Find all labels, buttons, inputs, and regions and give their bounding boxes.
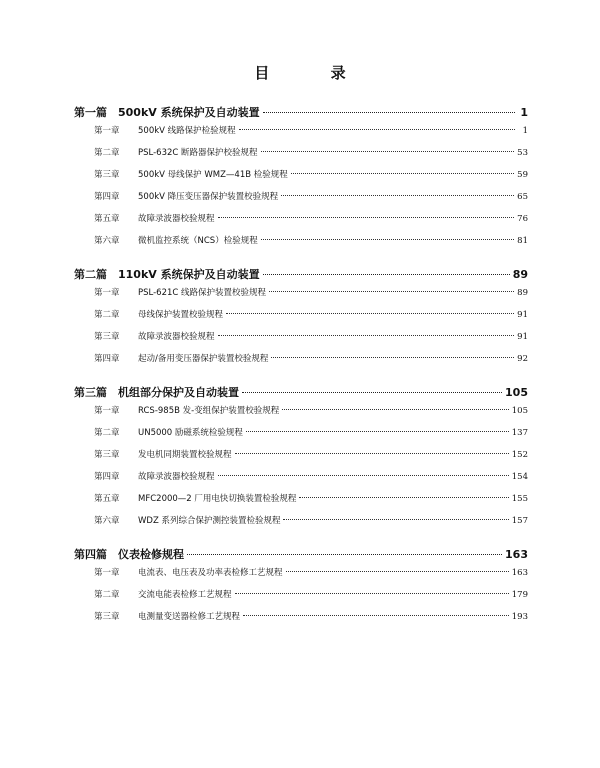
chapter-title: 发电机同期装置校验规程 [138,450,232,460]
toc-part [74,384,528,536]
chapter-page-number: 91 [517,332,528,342]
chapter-number: 第六章 [94,236,120,246]
chapter-page-number: 137 [511,428,528,438]
toc-chapter-entry[interactable] [74,404,528,426]
chapter-number: 第二章 [94,310,120,320]
toc-chapter-entry[interactable] [74,566,528,588]
part-number: 第四篇 [74,548,107,561]
chapter-page-number: 157 [511,516,528,526]
chapter-page-number: 152 [511,450,528,460]
chapter-page-number: 179 [511,590,528,600]
chapter-number: 第二章 [94,590,120,600]
dot-leader [263,274,510,275]
toc-part-entry[interactable] [74,384,528,404]
part-number: 第二篇 [74,268,107,281]
dot-leader [261,239,514,240]
chapter-number: 第三章 [94,450,120,460]
toc-title: 目 录 [254,64,374,82]
chapter-title: UN5000 励磁系统检验规程 [138,428,243,438]
dot-leader [281,195,514,196]
chapter-page-number: 92 [517,354,528,364]
toc-chapter-entry[interactable] [74,308,528,330]
chapter-number: 第一章 [94,288,120,298]
part-page-number: 89 [512,268,528,281]
chapter-title: 500kV 线路保护检验规程 [138,126,236,136]
chapter-number: 第四章 [94,192,120,202]
toc-chapter-entry[interactable] [74,168,528,190]
dot-leader [246,431,509,432]
dot-leader [271,357,514,358]
chapter-page-number: 89 [517,288,528,298]
chapter-title: 电流表、电压表及功率表检修工艺规程 [138,568,283,578]
dot-leader [239,129,515,130]
toc-part-entry[interactable] [74,104,528,124]
dot-leader [235,453,509,454]
chapter-title: WDZ 系列综合保护测控装置检验规程 [138,516,281,526]
table-of-contents [74,104,528,642]
toc-part [74,266,528,374]
chapter-page-number: 1 [522,126,528,136]
chapter-number: 第三章 [94,612,120,622]
dot-leader [226,313,514,314]
toc-chapter-entry[interactable] [74,470,528,492]
chapter-page-number: 76 [517,214,528,224]
toc-chapter-entry[interactable] [74,330,528,352]
dot-leader [291,173,514,174]
part-number: 第三篇 [74,386,107,399]
dot-leader [187,554,502,555]
chapter-title: 故障录波器校验规程 [138,332,215,342]
chapter-number: 第一章 [94,406,120,416]
chapter-title: 交流电能表检修工艺规程 [138,590,232,600]
dot-leader [242,392,502,393]
chapter-page-number: 105 [511,406,528,416]
dot-leader [269,291,514,292]
toc-part [74,546,528,632]
chapter-page-number: 163 [511,568,528,578]
dot-leader [263,112,515,113]
chapter-page-number: 193 [511,612,528,622]
chapter-title: RCS-985B 发-变组保护装置校验规程 [138,406,280,416]
chapter-title: 500kV 降压变压器保护装置校验规程 [138,192,279,202]
dot-leader [299,497,508,498]
chapter-number: 第二章 [94,148,120,158]
chapter-title: 电测量变送器检修工艺规程 [138,612,241,622]
dot-leader [282,409,509,410]
part-page-number: 1 [520,106,528,119]
toc-chapter-entry[interactable] [74,492,528,514]
chapter-number: 第四章 [94,354,120,364]
part-title: 机组部分保护及自动装置 [118,386,239,399]
toc-chapter-entry[interactable] [74,514,528,536]
dot-leader [261,151,515,152]
part-page-number: 105 [505,386,528,399]
toc-part [74,104,528,256]
chapter-title: 母线保护装置校验规程 [138,310,224,320]
dot-leader [283,519,508,520]
toc-chapter-entry[interactable] [74,190,528,212]
toc-part-entry[interactable] [74,546,528,566]
chapter-title: PSL-621C 线路保护装置校验规程 [138,288,267,298]
chapter-page-number: 154 [511,472,528,482]
part-number: 第一篇 [74,106,107,119]
chapter-number: 第一章 [94,568,120,578]
chapter-page-number: 53 [517,148,528,158]
chapter-title: 故障录波器校验规程 [138,472,215,482]
chapter-title: 故障录波器校验规程 [138,214,215,224]
toc-chapter-entry[interactable] [74,212,528,234]
chapter-page-number: 81 [517,236,528,246]
dot-leader [286,571,509,572]
toc-chapter-entry[interactable] [74,234,528,256]
toc-chapter-entry[interactable] [74,426,528,448]
toc-chapter-entry[interactable] [74,146,528,168]
part-title: 仪表检修规程 [118,548,184,561]
chapter-page-number: 59 [517,170,528,180]
toc-chapter-entry[interactable] [74,448,528,470]
chapter-number: 第一章 [94,126,120,136]
dot-leader [235,593,509,594]
chapter-title: 微机监控系统（NCS）检验规程 [138,236,258,246]
toc-chapter-entry[interactable] [74,588,528,610]
chapter-number: 第四章 [94,472,120,482]
chapter-number: 第六章 [94,516,120,526]
toc-chapter-entry[interactable] [74,610,528,632]
toc-chapter-entry[interactable] [74,286,528,308]
dot-leader [218,217,515,218]
chapter-number: 第三章 [94,170,120,180]
chapter-number: 第五章 [94,214,120,224]
chapter-title: 起动/备用变压器保护装置校验规程 [138,354,269,364]
toc-chapter-entry[interactable] [74,124,528,146]
chapter-number: 第五章 [94,494,120,504]
chapter-page-number: 155 [511,494,528,504]
chapter-page-number: 91 [517,310,528,320]
chapter-number: 第三章 [94,332,120,342]
toc-part-entry[interactable] [74,266,528,286]
dot-leader [243,615,509,616]
part-page-number: 163 [505,548,528,561]
part-title: 500kV 系统保护及自动装置 [118,106,260,119]
chapter-number: 第二章 [94,428,120,438]
part-title: 110kV 系统保护及自动装置 [118,268,260,281]
dot-leader [218,475,509,476]
chapter-title: 500kV 母线保护 WMZ—41B 检验规程 [138,170,288,180]
chapter-title: PSL-632C 断路器保护校验规程 [138,148,258,158]
chapter-page-number: 65 [517,192,528,202]
toc-chapter-entry[interactable] [74,352,528,374]
chapter-title: MFC2000—2 厂用电快切换装置检验规程 [138,494,297,504]
dot-leader [218,335,515,336]
